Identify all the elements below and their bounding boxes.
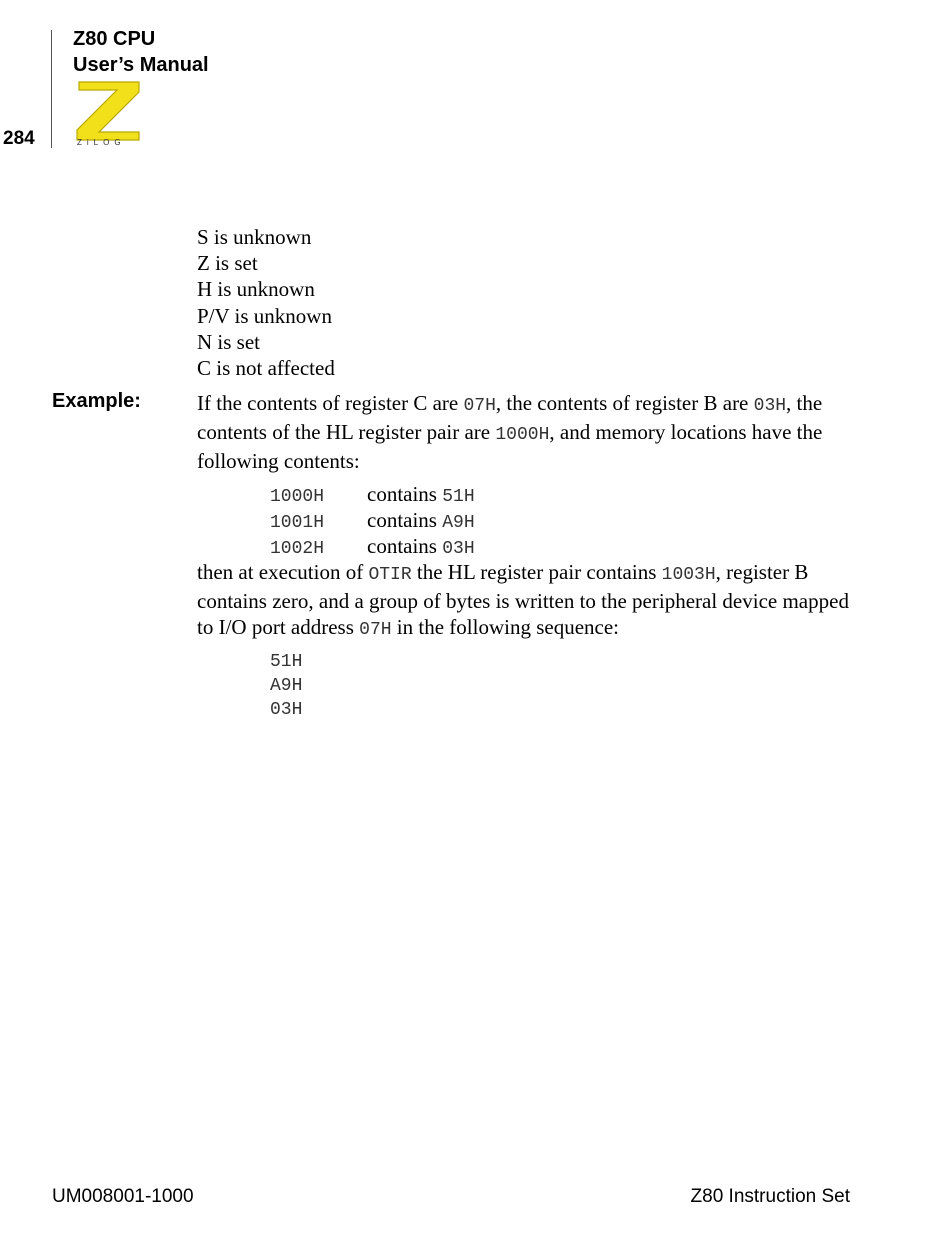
flag-item: C is not affected xyxy=(197,355,335,380)
text-run: in the following sequence: xyxy=(391,615,619,639)
memory-value: 51H xyxy=(442,487,475,507)
output-sequence xyxy=(270,652,302,724)
zilog-logo-wordmark: ZiLOG xyxy=(77,138,126,147)
memory-address: 1001H xyxy=(270,513,325,534)
example-paragraph-1 xyxy=(197,390,857,474)
memory-row xyxy=(270,507,475,533)
sequence-byte: A9H xyxy=(270,676,303,696)
text-run: the HL register pair contains xyxy=(411,560,662,584)
flag-item: S is unknown xyxy=(197,225,312,249)
code-run: 1003H xyxy=(661,565,716,585)
memory-row xyxy=(270,533,475,559)
flag-item: P/V is unknown xyxy=(197,303,332,328)
page-number: 284 xyxy=(3,128,35,149)
memory-contents-table xyxy=(270,481,475,560)
code-run: 1000H xyxy=(495,425,550,445)
flag-item: H is unknown xyxy=(197,277,315,302)
sequence-byte: 03H xyxy=(270,700,303,720)
code-run: 07H xyxy=(359,620,392,640)
manual-title-line2: User’s Manual xyxy=(73,54,209,76)
text-run: If the contents of register C are xyxy=(197,391,464,415)
header-divider xyxy=(51,30,52,148)
footer-doc-number: UM008001-1000 xyxy=(52,1186,194,1207)
flag-item: Z is set xyxy=(197,251,258,276)
manual-title-line1: Z80 CPU xyxy=(73,28,156,50)
manual-title xyxy=(73,26,209,78)
memory-word: contains xyxy=(367,482,437,506)
memory-word: contains xyxy=(367,508,437,533)
example-label: Example: xyxy=(52,390,141,412)
text-run: , register B contains zero, and a group of bytes is written to the peripheral device mapped to I/O port address xyxy=(197,560,849,639)
text-run: , and memory locations have the following contents: xyxy=(197,420,823,473)
memory-address: 1002H xyxy=(270,539,325,560)
memory-row xyxy=(270,481,475,507)
flag-item: N is set xyxy=(197,329,260,354)
code-run: 03H xyxy=(753,396,787,416)
memory-address: 1000H xyxy=(270,487,325,507)
footer-section-title: Z80 Instruction Set xyxy=(690,1186,850,1207)
sequence-byte: 51H xyxy=(270,652,303,672)
text-run: then at execution of xyxy=(197,560,369,584)
text-run: , the contents of register B are xyxy=(495,391,754,415)
memory-value: 03H xyxy=(442,539,475,560)
flag-list xyxy=(197,224,335,381)
text-run: , the contents of the HL register pair are xyxy=(197,391,823,444)
code-run: 07H xyxy=(463,396,496,416)
memory-value: A9H xyxy=(442,513,475,534)
memory-word: contains xyxy=(367,534,437,559)
code-run: OTIR xyxy=(368,565,412,585)
example-paragraph-2 xyxy=(197,559,857,643)
